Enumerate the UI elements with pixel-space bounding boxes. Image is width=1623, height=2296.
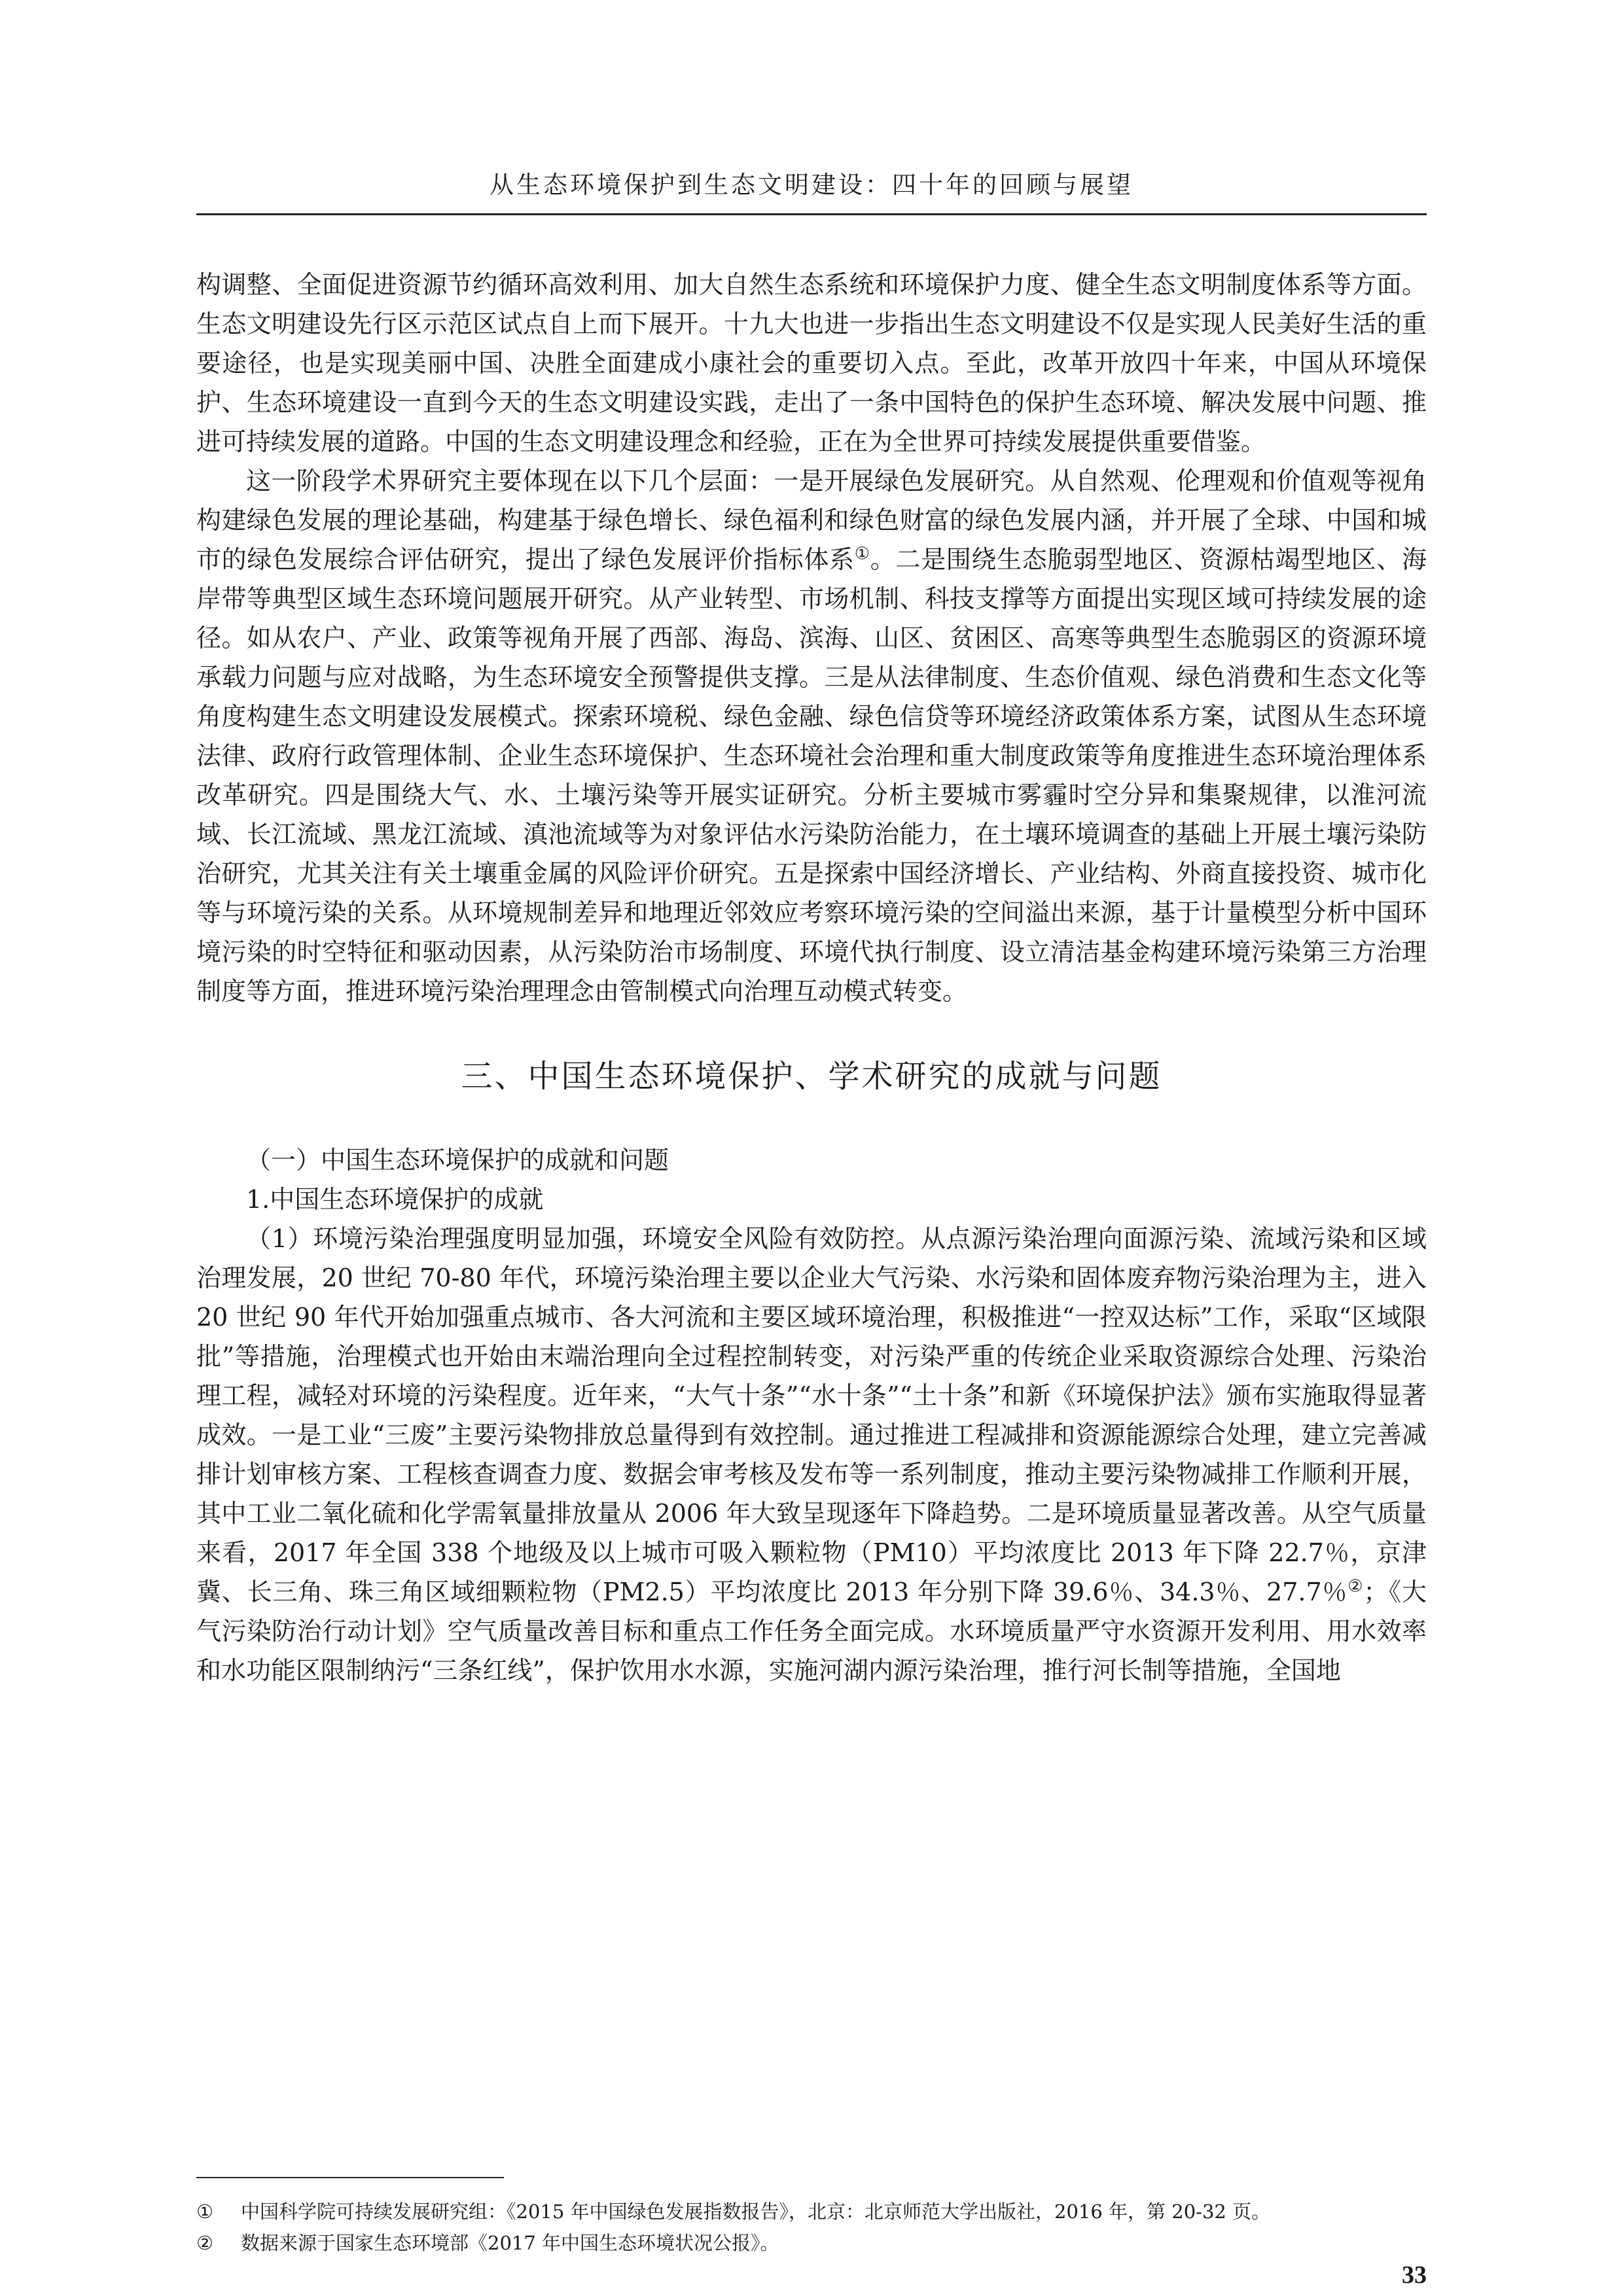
header-rule [196,213,1427,215]
running-header-title: 从生态环境保护到生态文明建设：四十年的回顾与展望 [490,171,1133,199]
footnote-rule [196,2177,504,2178]
paragraph-text: 这一阶段学术界研究主要体现在以下几个层面：一是开展绿色发展研究。从自然观、伦理观和价值观等视角构建绿色发展的理论基础，构建基于绿色增长、绿色福利和绿色财富的绿色发展内涵，并开展了全球、中国和城市的绿色发展综合评估研究，提出了绿色发展评价指标体系 [196,467,1427,574]
page-number: 33 [1402,2261,1427,2289]
footnotes [196,2196,1427,2259]
paragraph-continuation: 构调整、全面促进资源节约循环高效利用、加大自然生态系统和环境保护力度、健全生态文明制度体系等方面。生态文明建设先行区示范区试点自上而下展开。十九大也进一步指出生态文明建设不仅是实现人民美好生活的重要途径，也是实现美丽中国、决胜全面建成小康社会的重要切入点。至此，改革开放四十年来，中国从环境保护、生态环境建设一直到今天的生态文明建设实践，走出了一条中国特色的保护生态环境、解决发展中问题、推进可持续发展的道路。中国的生态文明建设理念和经验，正在为全世界可持续发展提供重要借鉴。 [196,270,1427,456]
subheading-achievements: 1.中国生态环境保护的成就 [246,1185,544,1214]
footnote-2 [196,2227,1427,2259]
paragraph-pollution-control [196,1219,1427,1690]
section-heading: 三、中国生态环境保护、学术研究的成就与问题 [461,1058,1162,1095]
subheading-achievements-problems: （一）中国生态环境保护的成就和问题 [246,1146,669,1174]
footnote-text: 数据来源于国家生态环境部《2017 年中国生态环境状况公报》。 [241,2232,779,2254]
body-text [196,265,1427,1690]
footnote-ref-1: ① [854,544,870,564]
footnote-text: 中国科学院可持续发展研究组：《2015 年中国绿色发展指数报告》，北京：北京师范大学出版社，2016 年，第 20-32 页。 [241,2200,1271,2223]
paragraph-research-levels [196,461,1427,1011]
footnote-1 [196,2196,1427,2227]
paragraph-text: 。二是围绕生态脆弱型地区、资源枯竭型地区、海岸带等典型区域生态环境问题展开研究。从产业转型、市场机制、科技支撑等方面提出实现区域可持续发展的途径。如从农户、产业、政策等视角开展了西部、海岛、滨海、山区、贫困区、高寒等典型生态脆弱区的资源环境承载力问题与应对战略，为生态环境安全预警提供支撑。三是从法律制度、生态价值观、绿色消费和生态文化等角度构建生态文明建设发展模式。探索环境税、绿色金融、绿色信贷等环境经济政策体系方案，试图从生态环境法律、政府行政管理体制、企业生态环境保护、生态环境社会治理和重大制度政策等角度推进生态环境治理体系改革研究。四是围绕大气、水、土壤污染等开展实证研究。分析主要城市雾霾时空分异和集聚规律，以淮河流域、长江流域、黑龙江流域、滇池流域等为对象评估水污染防治能力，在土壤环境调查的基础上开展土壤污染防治研究，尤其关注有关土壤重金属的风险评价研究。五是探索中国经济增长、产业结构、外商直接投资、城市化等与环境污染的关系。从环境规制差异和地理近邻效应考察环境污染的空间溢出来源，基于计量模型分析中国环境污染的时空特征和驱动因素，从污染防治市场制度、环境代执行制度、设立清洁基金构建环境污染第三方治理制度等方面，推进环境污染治理理念由管制模式向治理互动模式转变。 [196,545,1427,1006]
footnote-mark: ② [196,2232,213,2254]
footnote-ref-2: ② [1347,1576,1364,1597]
paragraph-text: （1）环境污染治理强度明显加强，环境安全风险有效防控。从点源污染治理向面源污染、流域污染和区域治理发展，20 世纪 70-80 年代，环境污染治理主要以企业大气污染、水污染和固体废弃物污染治理为主，进入 20 世纪 90 年代开始加强重点城市、各大河流和主要区域环境治理，积极推进“一控双达标”工作，采取“区域限批”等措施，治理模式也开始由末端治理向全过程控制转变，对污染严重的传统企业采取资源综合处理、污染治理工程，减轻对环境的污染程度。近年来，“大气十条”“水十条”“土十条”和新《环境保护法》颁布实施取得显著成效。一是工业“三废”主要污染物排放总量得到有效控制。通过推进工程减排和资源能源综合处理，建立完善减排计划审核方案、工程核查调查力度、数据会审考核及发布等一系列制度，推动主要污染物减排工作顺利开展，其中工业二氧化硫和化学需氧量排放量从 2006 年大致呈现逐年下降趋势。二是环境质量显著改善。从空气质量来看，2017 年全国 338 个地级及以上城市可吸入颗粒物（PM10）平均浓度比 2013 年下降 22.7％，京津冀、长三角、珠三角区域细颗粒物（PM2.5）平均浓度比 2013 年分别下降 39.6％、34.3％、27.7％ [196,1224,1427,1606]
footnote-mark: ① [196,2200,213,2223]
paragraph-text: ；《大气污染防治行动计划》空气质量改善目标和重点工作任务全面完成。水环境质量严守水资源开发利用、用水效率和水功能区限制纳污“三条红线”，保护饮用水水源，实施河湖内源污染治理，推行河长制等措施，全国地 [196,1578,1427,1685]
